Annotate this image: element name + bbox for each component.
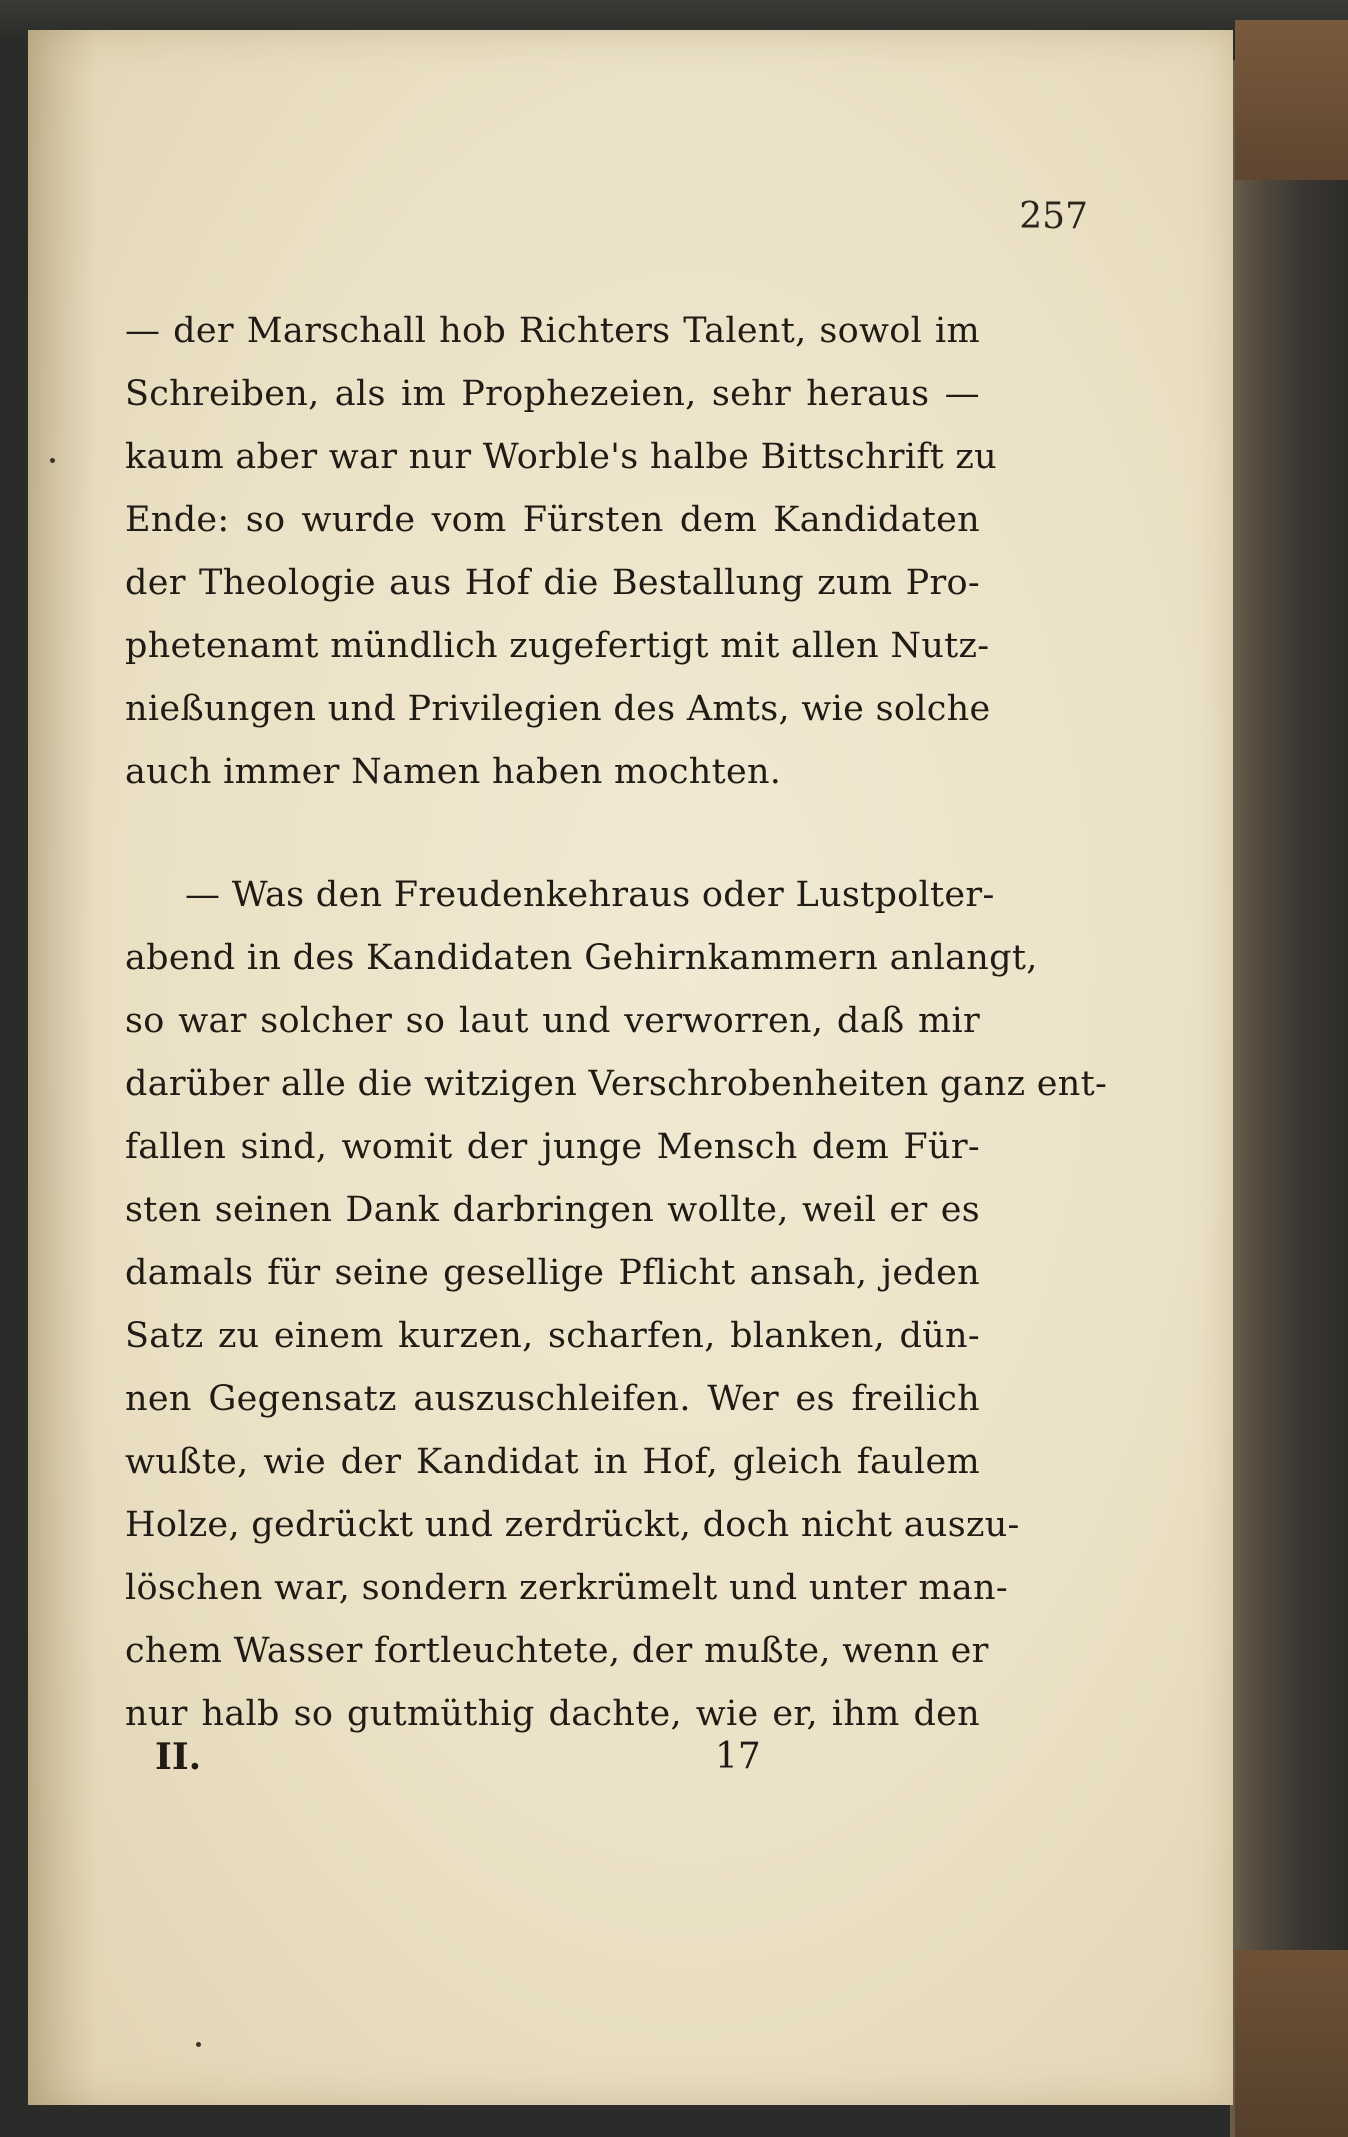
text-line: Schreiben, als im Prophezeien, sehr heraus —: [125, 374, 980, 414]
page-gutter-shadow: [28, 30, 98, 2105]
text-line: so war solcher so laut und verworren, daß mir: [125, 1001, 980, 1041]
text-line: Holze, gedrückt und zerdrückt, doch nicht auszu-: [125, 1505, 1020, 1545]
text-line: nießungen und Privilegien des Amts, wie solche: [125, 689, 991, 729]
text-line: auch immer Namen haben mochten.: [125, 752, 782, 792]
text-line: — Was den Freudenkehraus oder Lustpolter-: [185, 875, 995, 915]
sheet-signature: 17: [715, 1736, 761, 1777]
text-line: Satz zu einem kurzen, scharfen, blanken, dün-: [125, 1316, 980, 1356]
paragraph-1: [125, 300, 997, 804]
text-line: abend in des Kandidaten Gehirnkammern anlangt,: [125, 938, 1038, 978]
text-line: — der Marschall hob Richters Talent, sowol im: [125, 311, 980, 351]
book-cover-corner-top: [1235, 20, 1348, 180]
text-line: damals für seine gesellige Pflicht ansah, jeden: [125, 1253, 980, 1293]
book-cover-edge: [1230, 60, 1348, 2137]
page-body: [125, 300, 1108, 1746]
text-line: der Theologie aus Hof die Bestallung zum Pro-: [125, 563, 980, 603]
text-line: sten seinen Dank darbringen wollte, weil er es: [125, 1190, 980, 1230]
text-line: darüber alle die witzigen Verschrobenheiten ganz ent-: [125, 1064, 1108, 1104]
page-number: 257: [1019, 196, 1088, 237]
ink-speck: [196, 2042, 201, 2047]
text-line: Ende: so wurde vom Fürsten dem Kandidaten: [125, 500, 980, 540]
text-line: kaum aber war nur Worble's halbe Bittschrift zu: [125, 437, 997, 477]
text-line: phetenamt mündlich zugefertigt mit allen Nutz-: [125, 626, 990, 666]
paragraph-2: [125, 864, 1108, 1746]
paragraph-gap: [125, 804, 980, 864]
text-line: nur halb so gutmüthig dachte, wie er, ihm den: [125, 1694, 980, 1734]
text-line: fallen sind, womit der junge Mensch dem Für-: [125, 1127, 980, 1167]
text-line: wußte, wie der Kandidat in Hof, gleich faulem: [125, 1442, 980, 1482]
text-line: löschen war, sondern zerkrümelt und unter man-: [125, 1568, 1009, 1608]
text-line: chem Wasser fortleuchtete, der mußte, wenn er: [125, 1631, 989, 1671]
text-line: nen Gegensatz auszuschleifen. Wer es freilich: [125, 1379, 980, 1419]
volume-signature: II.: [155, 1736, 202, 1778]
book-cover-corner-bottom: [1235, 1950, 1348, 2137]
ink-speck: [50, 458, 55, 463]
